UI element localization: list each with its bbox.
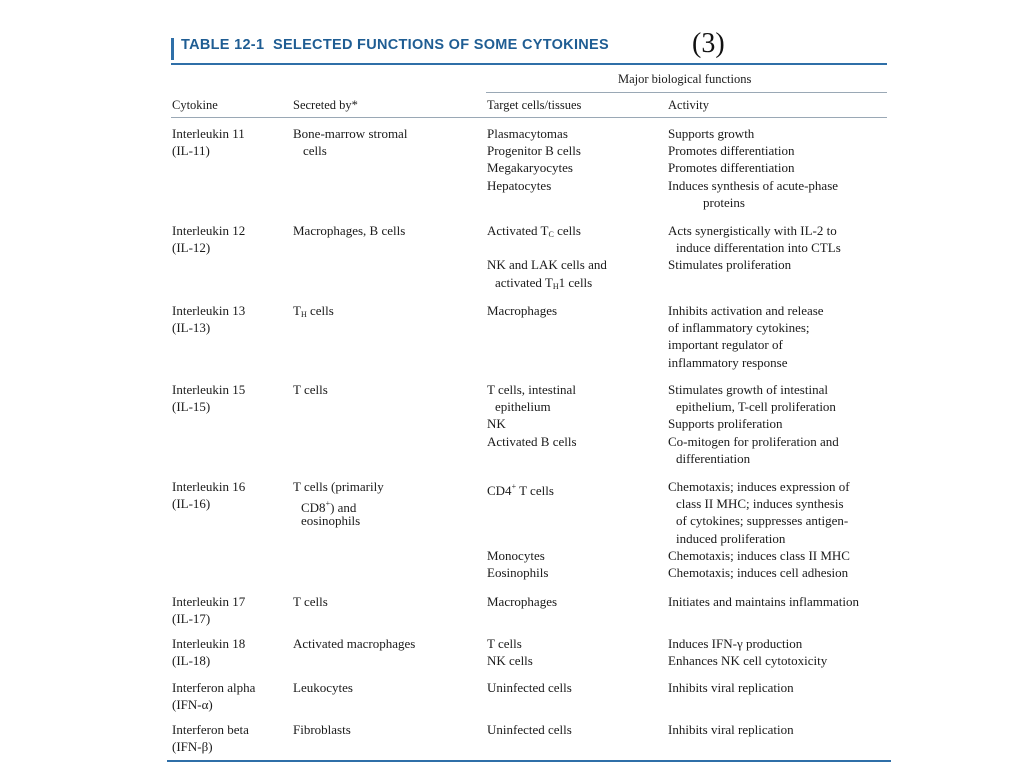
cell-target: Macrophages bbox=[487, 594, 558, 609]
table-number: TABLE 12-1 bbox=[181, 37, 265, 53]
cell-cytokine: Interferon beta (IFN-β) bbox=[172, 722, 249, 755]
cell-activity: Inhibits viral replication bbox=[668, 680, 794, 695]
cell-cytokine: Interleukin 17 (IL-17) bbox=[172, 594, 246, 627]
cell-target: Plasmacytomas Progenitor B cells Megakaryocytes Hepatocytes bbox=[487, 126, 581, 193]
cell-activity: Supports growth Promotes differentiation Promotes differentiation Induces synthesis of acute-phase proteins bbox=[668, 126, 839, 210]
cell-activity: Inhibits viral replication bbox=[668, 722, 794, 737]
cell-cytokine: Interleukin 13 (IL-13) bbox=[172, 303, 246, 336]
cell-target: Uninfected cells bbox=[487, 722, 572, 737]
cell-target: T cells NK cells bbox=[487, 636, 533, 669]
cell-target: Uninfected cells bbox=[487, 680, 572, 695]
cell-cytokine: Interleukin 18 (IL-18) bbox=[172, 636, 246, 669]
cell-secreted-by: T cells (primarily CD8+) and eosinophils bbox=[293, 479, 384, 529]
cell-target: Activated $T_C$ cells NK and LAK cells and activated $T_H1$ cells bbox=[487, 223, 607, 291]
cell-activity: Chemotaxis; induces expression of class II MHC; induces synthesis of cytokines; suppresses antigen- induced proliferation Chemotaxis; induces class II MHC Chemotaxis; induces cell adhesion bbox=[668, 479, 850, 580]
cell-secreted-by: Activated macrophages bbox=[293, 636, 416, 651]
cell-secreted-by: T cells bbox=[293, 594, 328, 609]
page-label: (3) bbox=[692, 28, 725, 59]
column-header-secreted-by: Secreted by* bbox=[293, 98, 358, 112]
cell-secreted-by: Leukocytes bbox=[293, 680, 353, 695]
cell-activity: Initiates and maintains inflammation bbox=[668, 594, 859, 609]
bottom-rule bbox=[167, 760, 891, 762]
cell-cytokine: Interleukin 15 (IL-15) bbox=[172, 382, 246, 415]
cell-secreted-by: Macrophages, B cells bbox=[293, 223, 406, 238]
cell-cytokine: Interferon alpha (IFN-α) bbox=[172, 680, 256, 713]
cell-activity: Induces IFN-γ production Enhances NK cell cytotoxicity bbox=[668, 636, 828, 669]
cell-activity: Inhibits activation and release of inflammatory cytokines; important regulator of inflammatory response bbox=[668, 303, 824, 370]
cell-secreted-by: Bone-marrow stromal cells bbox=[293, 126, 408, 159]
cell-target: T cells, intestinal epithelium NK Activated B cells bbox=[487, 382, 577, 449]
cell-cytokine: Interleukin 11 (IL-11) bbox=[172, 126, 245, 159]
cell-target: CD4+ T cells Monocytes Eosinophils bbox=[487, 482, 554, 580]
column-header-target: Target cells/tissues bbox=[487, 98, 582, 112]
cell-secreted-by: T cells bbox=[293, 382, 328, 397]
cell-cytokine: Interleukin 16 (IL-16) bbox=[172, 479, 246, 512]
column-header-activity: Activity bbox=[668, 98, 709, 112]
cell-activity: Stimulates growth of intestinal epithelium, T-cell proliferation Supports proliferation Co-mitogen for proliferation and differentiation bbox=[668, 382, 839, 466]
column-header-cytokine: Cytokine bbox=[172, 98, 218, 112]
cell-activity: Acts synergistically with IL-2 to induce differentation into CTLs Stimulates proliferation bbox=[668, 223, 841, 273]
cell-secreted-by: Fibroblasts bbox=[293, 722, 351, 737]
cell-cytokine: Interleukin 12 (IL-12) bbox=[172, 223, 246, 256]
table-title-text: SELECTED FUNCTIONS OF SOME CYTOKINES bbox=[272, 37, 609, 53]
cell-secreted-by: $T_H$ cells bbox=[293, 303, 334, 319]
cell-target: Macrophages bbox=[487, 303, 558, 318]
column-group-header: Major biological functions bbox=[618, 72, 752, 86]
